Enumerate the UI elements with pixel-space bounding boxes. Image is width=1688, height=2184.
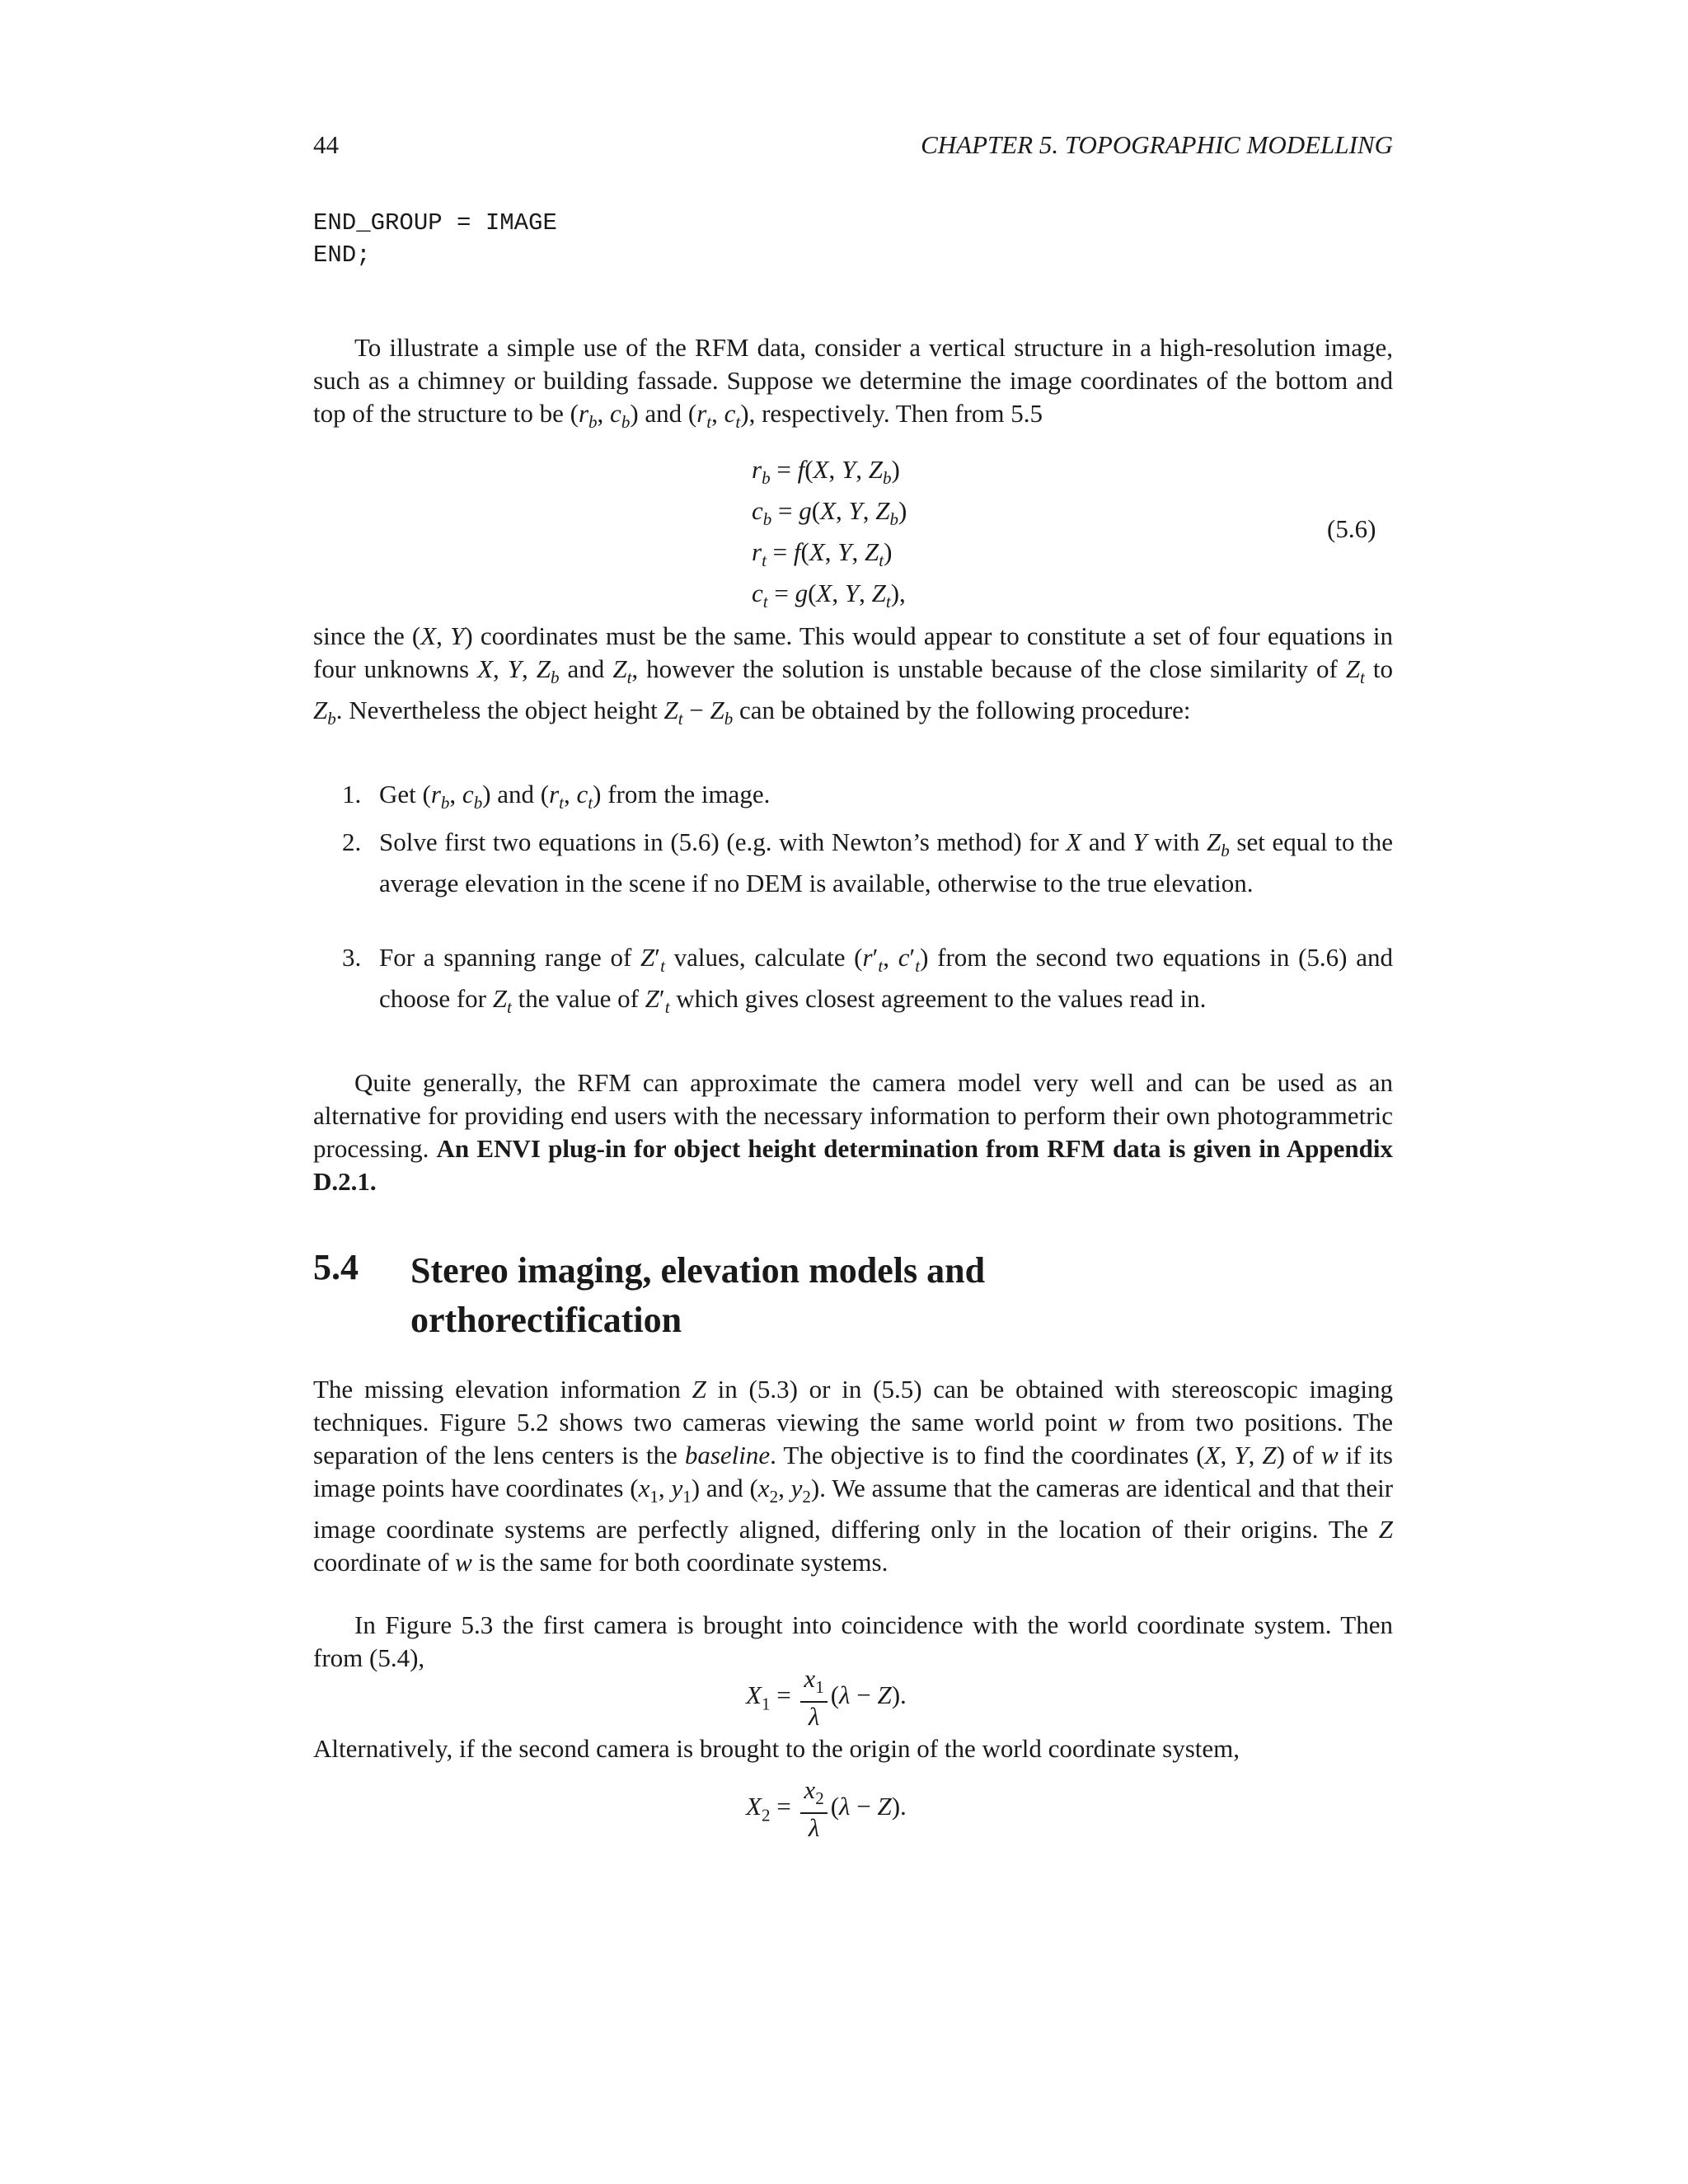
page-number: 44 (313, 130, 339, 159)
paragraph-rfm-intro: To illustrate a simple use of the RFM data, consider a vertical structure in a high-resolution image, such as a chimney or building fassade. Suppose we determine the image coordinates of the bottom and top of the structure to be ($r_b$, $c_b$) and ($r_t$, $c_t$), respectively. Then from 5.5 (313, 333, 1393, 433)
equation-line: $r_t = f(X$, Y, $Z_t$) (752, 537, 893, 571)
list-item-number: 1. (342, 780, 362, 808)
appendix-note: An ENVI plug-in for object height determination from RFM data is given in Appendix D.2.1. (313, 1134, 1393, 1196)
equation-line: $c_t = g(X$, Y, $Z_t$), (752, 579, 906, 612)
paragraph-first-camera: In Figure 5.3 the first camera is brought into coincidence with the world coordinate system. Then from (5.4), (313, 1610, 1393, 1672)
paragraph-second-camera: Alternatively, if the second camera is brought to the origin of the world coordinate system, (313, 1734, 1240, 1763)
section-title: Stereo imaging, elevation models and orthorectification (410, 1250, 986, 1340)
equation-x1: $X_1$ = $\frac{x_1}{\lambda}$ (λ − Z). (746, 1664, 907, 1732)
chapter-header: CHAPTER 5. TOPOGRAPHIC MODELLING (921, 130, 1393, 159)
paragraph-rfm-summary (313, 1066, 1393, 1198)
equation-line: $c_b = g(X$, Y, $Z_b$) (752, 496, 907, 530)
equation-line: $r_b = f(X$, Y, $Z_b$) (752, 455, 900, 489)
list-item-number: 3. (342, 943, 362, 972)
equation-number: (5.6) (1327, 514, 1376, 543)
list-item: Solve first two equations in (5.6) (e.g. with Newton’s method) for X and Y with $Z_b$ set equal to the average elevation in the scene if no DEM is available, otherwise to the true elevation. (379, 827, 1393, 898)
section-number: 5.4 (313, 1247, 359, 1287)
paragraph-instability: since the (X, Y) coordinates must be the same. This would appear to constitute a set of four equations in four unknowns X, Y, $Z_b$ and $Z_t$, however the solution is unstable because of the close similarity of $Z_t$ to $Z_b$. Nevertheless the object height $Z_t - Z_b$ can be obtained by the following procedure: (313, 621, 1394, 729)
equation-x2: $X_2$ = $\frac{x_2}{\lambda}$ (λ − Z). (746, 1775, 907, 1843)
paragraph-stereo: The missing elevation information Z in (5.3) or in (5.5) can be obtained with stereoscopic imaging techniques. Figure 5.2 shows two cameras viewing the same world point w from two positions. The separation of the lens centers is the baseline. The objective is to find the coordinates (X, Y, Z) of w if its image points have coordinates ($x_1$, $y_1$) and ($x_2$, $y_2$). We assume that the cameras are identical and that their image coordinate systems are perfectly aligned, differing only in the location of their origins. The Z coordinate of w is the same for both coordinate systems. (313, 1375, 1394, 1577)
list-item-number: 2. (342, 827, 362, 856)
code-line: END_GROUP = IMAGE (313, 209, 557, 237)
list-item: Get ($r_b$, $c_b$) and ($r_t$, $c_t$) from the image. (379, 780, 771, 813)
paragraph-text: Quite generally, the RFM can approximate the camera model very well and can be used as an alternative for providing end users with the necessary information to perform their own photogrammetric processing. (313, 1068, 1393, 1163)
code-line: END; (313, 241, 371, 269)
list-item: For a spanning range of $Z'_t$ values, calculate ($r'_t$, $c'_t$) from the second two equations in (5.6) and choose for $Z_t$ the value of $Z'_t$ which gives closest agreement to the values read in. (379, 943, 1393, 1018)
